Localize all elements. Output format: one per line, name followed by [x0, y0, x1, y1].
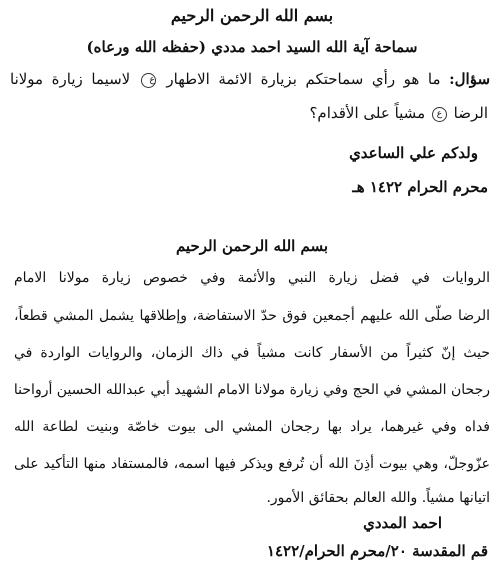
question-line-2: [309, 104, 488, 122]
question-line-1: [10, 70, 490, 88]
question-text-part3: الرضا: [453, 104, 488, 122]
answer-signature: احمد المددي: [363, 514, 442, 532]
answer-line-5: فداه وفي غيرهما، يراد بها رجحان المشي الى بيوت خاصّة وبنيت لطاعة الله: [14, 419, 490, 435]
answer-line-1: الروايات في فضل زيارة النبي والأئمة وفي خصوص زيارة مولانا الامام: [14, 270, 490, 286]
answer-place-date: قم المقدسة ٢٠/محرم الحرام/١٤٢٢: [266, 542, 488, 560]
answer-line-6: عزّوجلّ، وهي بيوت أذِنَ الله أن تُرفع ويذكر فيها اسمه، فالمستفاد منها التأكيد على: [14, 456, 490, 472]
answer-line-2: الرضا صلّى الله عليهم أجمعين فوق حدّ الاستفاضة، وإطلاقها يشمل المشي قطعاً،: [14, 308, 490, 324]
answer-line-4: رجحان المشي في الحج وفي زيارة مولانا الامام الشهيد أبي عبدالله الحسين أرواحنا: [13, 382, 490, 398]
question-text-part2: لاسيما زيارة مولانا: [10, 70, 131, 88]
question-label: سؤال:: [449, 70, 491, 88]
letter-date: محرم الحرام ١٤٢٢ هـ: [352, 178, 488, 196]
question-text-part1: ما هو رأي سماحتكم بزيارة الائمة الاطهار: [166, 70, 441, 88]
letter-addressee: سماحة آية الله السيد احمد مددي (حفظه الله ورعاه): [86, 38, 418, 56]
letter-basmala: بسم الله الرحمن الرحيم: [170, 6, 334, 25]
answer-line-7: اتيانها مشياً. والله العالم بحقائق الأمور.: [266, 490, 490, 506]
honorific-symbol-icon: ع: [141, 73, 156, 88]
question-text-part4: مشياً على الأقدام؟: [309, 104, 426, 122]
honorific-symbol-icon: ع: [432, 107, 447, 122]
sender-name: ولدكم علي الساعدي: [349, 144, 478, 162]
answer-line-3: حيث إنّ كثيراً من الأسفار كانت مشياً في ذاك الزمان، والروايات الواردة في: [14, 345, 490, 361]
answer-basmala: بسم الله الرحمن الرحيم: [175, 237, 329, 255]
